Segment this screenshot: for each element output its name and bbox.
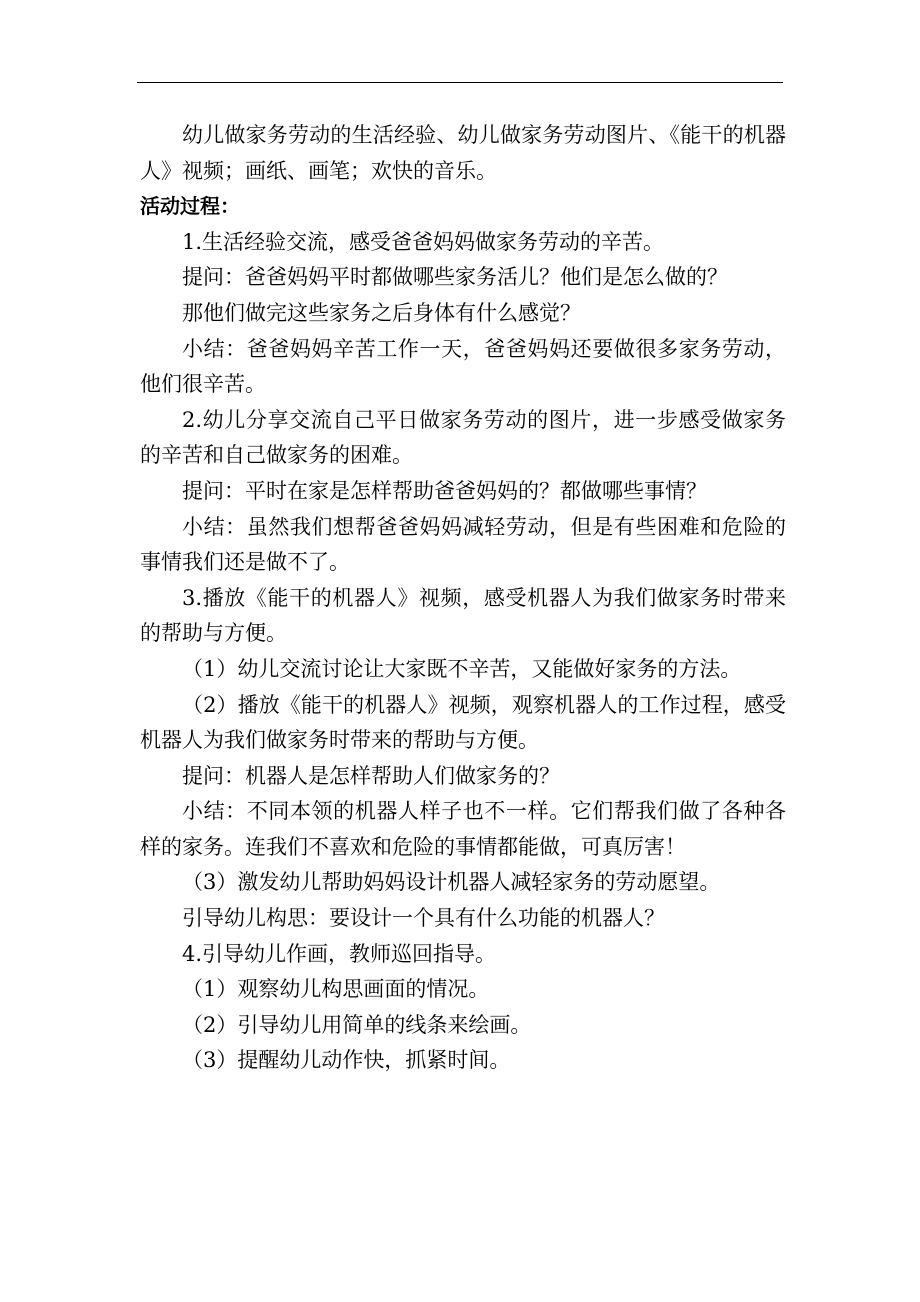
substep-paragraph: （3）提醒幼儿动作快，抓紧时间。 <box>182 1048 511 1073</box>
section-heading-activity-process: 活动过程： <box>140 194 240 219</box>
question-followup-paragraph: 那他们做完这些家务之后身体有什么感觉？ <box>182 300 581 325</box>
step-4-paragraph: 4.引导幼儿作画，教师巡回指导。 <box>182 941 497 966</box>
summary-paragraph: 小结：虽然我们想帮爸爸妈妈减轻劳动，但是有些困难和危险的事情我们还是做不了。 <box>140 514 786 575</box>
substep-paragraph: （2）引导幼儿用简单的线条来绘画。 <box>182 1012 532 1037</box>
summary-paragraph: 小结：不同本领的机器人样子也不一样。它们帮我们做了各种各样的家务。连我们不喜欢和危险的事情都能做，可真厉害！ <box>140 799 786 859</box>
step-1-paragraph: 1.生活经验交流，感受爸爸妈妈做家务劳动的辛苦。 <box>182 229 665 254</box>
substep-paragraph: （3）激发幼儿帮助妈妈设计机器人减轻家务的劳动愿望。 <box>182 870 721 895</box>
substep-paragraph: （1）观察幼儿构思画面的情况。 <box>182 977 490 1002</box>
document-body <box>140 118 786 1079</box>
substep-paragraph: （1）幼儿交流讨论让大家既不辛苦，又能做好家务的方法。 <box>182 656 742 681</box>
materials-paragraph: 幼儿做家务劳动的生活经验、幼儿做家务劳动图片、《能干的机器人》视频；画纸、画笔；欢快的音乐。 <box>140 123 786 183</box>
guidance-paragraph: 引导幼儿构思：要设计一个具有什么功能的机器人？ <box>182 906 665 931</box>
substep-paragraph: （2）播放《能干的机器人》视频，观察机器人的工作过程，感受机器人为我们做家务时带来的帮助与方便。 <box>140 692 786 753</box>
step-2-paragraph: 2.幼儿分享交流自己平日做家务劳动的图片，进一步感受做家务的辛苦和自己做家务的困难。 <box>140 407 786 468</box>
summary-paragraph: 小结：爸爸妈妈辛苦工作一天，爸爸妈妈还要做很多家务劳动，他们很辛苦。 <box>140 336 786 397</box>
header-rule <box>137 82 783 83</box>
question-paragraph: 提问：平时在家是怎样帮助爸爸妈妈的？都做哪些事情？ <box>182 478 707 503</box>
question-paragraph: 提问：机器人是怎样帮助人们做家务的？ <box>182 763 560 788</box>
question-paragraph: 提问：爸爸妈妈平时都做哪些家务活儿？他们是怎么做的？ <box>182 265 728 290</box>
step-3-paragraph: 3.播放《能干的机器人》视频，感受机器人为我们做家务时带来的帮助与方便。 <box>140 585 786 646</box>
